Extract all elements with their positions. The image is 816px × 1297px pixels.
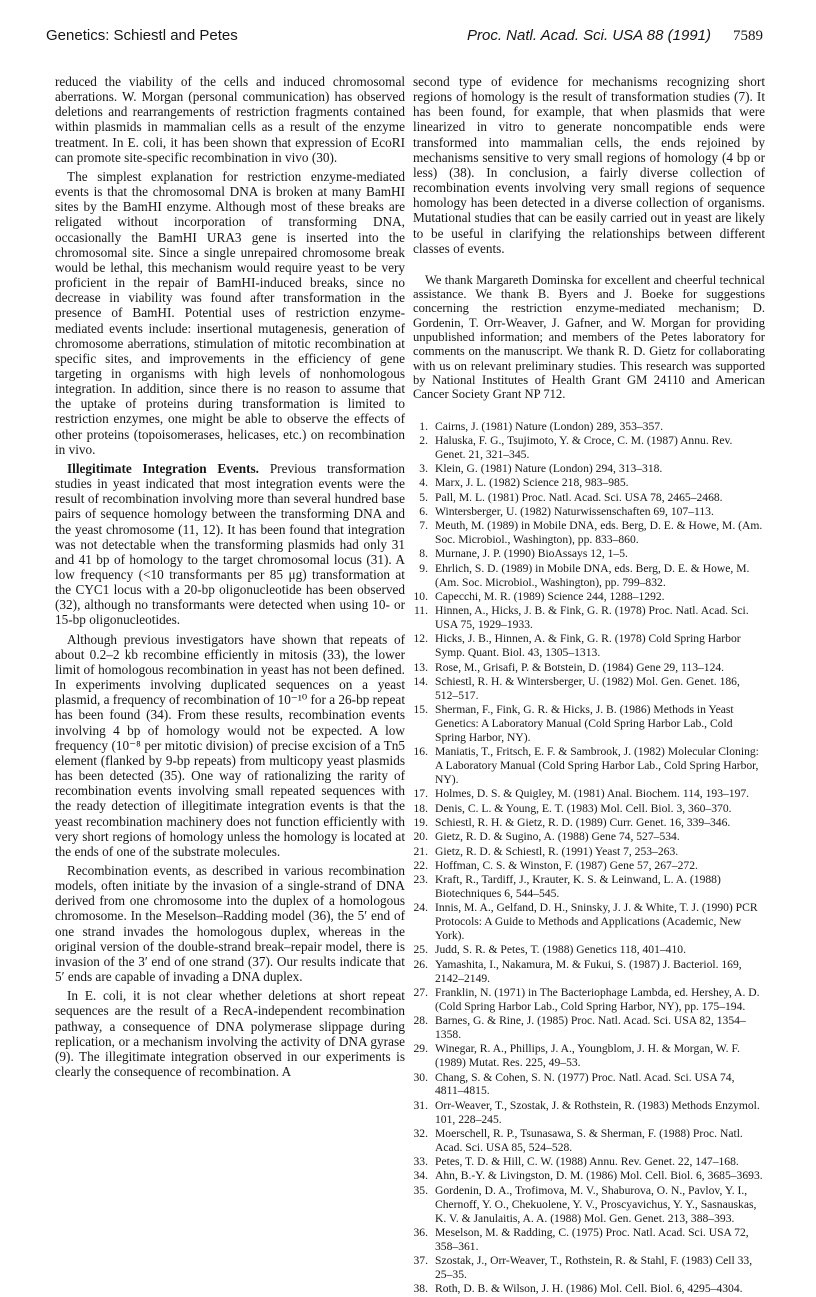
reference-item — [413, 675, 765, 703]
reference-text: Haluska, F. G., Tsujimoto, Y. & Croce, C. M. (1987) Annu. Rev. Genet. 21, 321–345. — [435, 433, 733, 461]
reference-text: Winegar, R. A., Phillips, J. A., Youngblom, J. H. & Morgan, W. F. (1989) Mutat. Res. 225, 49–53. — [435, 1042, 740, 1070]
reference-text: Meselson, M. & Radding, C. (1975) Proc. Natl. Acad. Sci. USA 72, 358–361. — [435, 1225, 749, 1253]
reference-number: 20. — [413, 830, 428, 844]
reference-text: Maniatis, T., Fritsch, E. F. & Sambrook, J. (1982) Molecular Cloning: A Laboratory Manual (Cold Spring Harbor Lab., Cold Spring Harbor, NY). — [435, 745, 759, 787]
reference-item — [413, 491, 765, 505]
reference-item — [413, 1169, 765, 1183]
reference-item — [413, 1254, 765, 1282]
reference-item — [413, 1071, 765, 1099]
reference-number: 9. — [419, 561, 428, 575]
reference-number: 16. — [413, 745, 428, 759]
acknowledgments: We thank Margareth Dominska for excellent and cheerful technical assistance. We thank B. Byers and J. Boeke for suggestions concerning the restriction enzyme-mediated mechanism; D. Gordenin, T. Orr-Weaver, J. Gafner, and W. Morgan for providing unpublished information; and members of the Petes laboratory for comments on the manuscript. We thank R. D. Gietz for collaborating with us on relevant preliminary studies. This research was supported by National Institutes of Health Grant GM 24110 and American Cancer Society Grant NP 712. — [413, 272, 765, 402]
reference-item — [413, 859, 765, 873]
reference-item — [413, 1226, 765, 1254]
reference-text: Denis, C. L. & Young, E. T. (1983) Mol. Cell. Biol. 3, 360–370. — [435, 801, 732, 815]
page-header — [46, 27, 763, 47]
paragraph: The simplest explanation for restriction enzyme-mediated events is that the chromosomal DNA is broken at many BamHI sites by the BamHI enzyme. Although most of these breaks are religated without incorporation of transforming DNA, occasionally the BamHI URA3 gene is inserted into the chromosomal site. Since a single unrepaired chromosome break would be lethal, this mechanism would require yeast to be very proficient in the repair of BamHI-induced breaks, since no decrease in viability was found after transformation in the presence of BamHI. Potential uses of restriction enzyme-mediated events include: insertional mutagenesis, generation of chromosome aberrations, stimulation of mitotic recombination at specific sites, and improvements in the efficiency of gene targeting in organisms with high levels of nonhomologous integration. In addition, since there is no reason to assume that the uptake of proteins during transformation is limited to restriction enzymes, one might be able to observe the effects of other proteins (topoisomerases, helicases, etc.) on recombination in vivo. — [55, 168, 405, 457]
reference-item — [413, 703, 765, 745]
reference-item — [413, 1184, 765, 1226]
reference-number: 31. — [413, 1098, 428, 1112]
reference-list — [413, 420, 765, 1297]
reference-text: Hoffman, C. S. & Winston, F. (1987) Gene 57, 267–272. — [435, 858, 698, 872]
reference-item — [413, 462, 765, 476]
running-head-authors: Genetics: Schiestl and Petes — [46, 27, 238, 44]
reference-number: 26. — [413, 957, 428, 971]
paragraph: Recombination events, as described in various recombination models, often initiate by the invasion of a single-strand of DNA derived from one chromosome into the duplex of a homologous chromosome. In the Meselson–Radding model (36), the 5′ end of one strand invades the homologous duplex, whereas in the original version of the double-strand break–repair model, there is invasion of the 3′ end of one strand (37). Our results indicate that 5′ ends are capable of invading a DNA duplex. — [55, 862, 405, 985]
reference-item — [413, 604, 765, 632]
reference-item — [413, 873, 765, 901]
reference-text: Schiestl, R. H. & Gietz, R. D. (1989) Curr. Genet. 16, 339–346. — [435, 815, 731, 829]
reference-text: Innis, M. A., Gelfand, D. H., Sninsky, J. J. & White, T. J. (1990) PCR Protocols: A Guide to Methods and Applications (Academic, New York). — [435, 901, 758, 943]
reference-item — [413, 1282, 765, 1296]
reference-text: Gietz, R. D. & Schiestl, R. (1991) Yeast 7, 253–263. — [435, 844, 679, 858]
paragraph: reduced the viability of the cells and induced chromosomal aberrations. W. Morgan (personal communication) has observed deletions and rearrangements of restriction fragments contained within plasmids in mammalian cells as a result of the enzyme treatment. In E. coli, it has been shown that expression of EcoRI can promote site-specific recombination in vivo (30). — [55, 74, 405, 165]
reference-item — [413, 476, 765, 490]
reference-text: Barnes, G. & Rine, J. (1985) Proc. Natl. Acad. Sci. USA 82, 1354–1358. — [435, 1014, 746, 1042]
reference-text: Yamashita, I., Nakamura, M. & Fukui, S. (1987) J. Bacteriol. 169, 2142–2149. — [435, 957, 742, 985]
reference-text: Petes, T. D. & Hill, C. W. (1988) Annu. Rev. Genet. 22, 147–168. — [435, 1155, 739, 1169]
reference-number: 32. — [413, 1126, 428, 1140]
reference-text: Franklin, N. (1971) in The Bacteriophage Lambda, ed. Hershey, A. D. (Cold Spring Harbor Lab., Cold Spring Harbor, NY), pp. 175–194. — [435, 985, 760, 1013]
reference-text: Rose, M., Grisafi, P. & Botstein, D. (1984) Gene 29, 113–124. — [435, 660, 725, 674]
reference-number: 4. — [419, 476, 428, 490]
reference-text: Hinnen, A., Hicks, J. B. & Fink, G. R. (1978) Proc. Natl. Acad. Sci. USA 75, 1929–1933. — [435, 604, 749, 632]
reference-item — [413, 830, 765, 844]
reference-number: 23. — [413, 873, 428, 887]
reference-text: Marx, J. L. (1982) Science 218, 983–985. — [435, 476, 629, 490]
reference-number: 1. — [419, 419, 428, 433]
reference-item — [413, 901, 765, 943]
paragraph-illegitimate-integration — [55, 461, 405, 628]
reference-text: Szostak, J., Orr-Weaver, T., Rothstein, R. & Stahl, F. (1983) Cell 33, 25–35. — [435, 1254, 753, 1281]
running-head-journal — [467, 27, 763, 45]
reference-number: 19. — [413, 815, 428, 829]
reference-item — [413, 505, 765, 519]
paragraph: second type of evidence for mechanisms recognizing short regions of homology is the result of transformation studies (7). It has been found, for example, that when plasmids that were linearized in vitro to generate noncompatible ends were transformed into mammalian cells, the ends rejoined by mechanisms sensitive to very small regions of homology (4 bp or less) (38). In conclusion, a fairly diverse collection of recombination events involving very small regions of sequence homology has been detected in a diverse collection of organisms. Mutational studies that can be easily carried out in yeast are likely to be useful in clarifying the relationships between different classes of events. — [413, 74, 765, 256]
reference-item — [413, 420, 765, 434]
reference-text: Schiestl, R. H. & Wintersberger, U. (1982) Mol. Gen. Genet. 186, 512–517. — [435, 674, 740, 702]
reference-item — [413, 661, 765, 675]
reference-number: 34. — [413, 1169, 428, 1183]
reference-text: Ahn, B.-Y. & Livingston, D. M. (1986) Mol. Cell. Biol. 6, 3685–3693. — [435, 1169, 763, 1183]
reference-number: 22. — [413, 858, 428, 872]
reference-text: Klein, G. (1981) Nature (London) 294, 313–318. — [435, 462, 663, 476]
reference-number: 13. — [413, 660, 428, 674]
left-column — [55, 74, 405, 1079]
reference-number: 18. — [413, 801, 428, 815]
reference-number: 15. — [413, 703, 428, 717]
reference-text: Chang, S. & Cohen, S. N. (1977) Proc. Natl. Acad. Sci. USA 74, 4811–4815. — [435, 1070, 735, 1098]
reference-item — [413, 943, 765, 957]
reference-item — [413, 845, 765, 859]
reference-item — [413, 802, 765, 816]
reference-number: 25. — [413, 943, 428, 957]
reference-number: 24. — [413, 901, 428, 915]
reference-number: 11. — [413, 604, 428, 618]
paragraph: Although previous investigators have shown that repeats of about 0.2–2 kb recombine efficiently in mitosis (33), the lower limit of homologous recombination in yeast has not been defined. In experiments involving duplicated sequences on a yeast plasmid, a frequency of recombination of 10⁻¹⁰ for a 26-bp repeat has been found (34). From these results, recombination events involving 4 bp of homology would not be expected. A low frequency (10⁻⁸ per mitotic division) of precise excision of a Tn5 element (flanked by 9-bp repeats) from multicopy yeast plasmids has been detected (35). One way of rationalizing the rarity of recombination events involving small repeated sequences with the ready detection of illegitimate integration events is that the yeast recombination machinery does not function efficiently with very short regions of homology unless the homology is located at the ends of one of the substrate molecules. — [55, 631, 405, 859]
reference-text: Murnane, J. P. (1990) BioAssays 12, 1–5. — [435, 547, 628, 561]
reference-number: 30. — [413, 1070, 428, 1084]
reference-number: 28. — [413, 1014, 428, 1028]
reference-item — [413, 1127, 765, 1155]
reference-text: Pall, M. L. (1981) Proc. Natl. Acad. Sci. USA 78, 2465–2468. — [435, 490, 723, 504]
reference-item — [413, 1042, 765, 1070]
reference-text: Wintersberger, U. (1982) Naturwissenschaften 69, 107–113. — [435, 504, 714, 518]
reference-item — [413, 519, 765, 547]
journal-citation: Proc. Natl. Acad. Sci. USA 88 (1991) — [467, 27, 711, 44]
reference-number: 36. — [413, 1225, 428, 1239]
reference-text: Moerschell, R. P., Tsunasawa, S. & Sherman, F. (1988) Proc. Natl. Acad. Sci. USA 85, 524–528. — [435, 1126, 743, 1154]
reference-item — [413, 1099, 765, 1127]
reference-number: 38. — [413, 1282, 428, 1296]
reference-number: 5. — [419, 490, 428, 504]
reference-number: 2. — [419, 433, 428, 447]
reference-text: Sherman, F., Fink, G. R. & Hicks, J. B. (1986) Methods in Yeast Genetics: A Laboratory Manual (Cold Spring Harbor Lab., Cold Spring Harbor, NY). — [435, 703, 734, 744]
reference-item — [413, 816, 765, 830]
reference-number: 3. — [419, 462, 428, 476]
reference-item — [413, 632, 765, 660]
reference-text: Hicks, J. B., Hinnen, A. & Fink, G. R. (1978) Cold Spring Harbor Symp. Quant. Biol. 43, 1305–1313. — [435, 632, 741, 660]
reference-item — [413, 562, 765, 590]
reference-text: Kraft, R., Tardiff, J., Krauter, K. S. & Leinwand, L. A. (1988) Biotechniques 6, 544–545. — [435, 873, 721, 901]
reference-number: 10. — [413, 589, 428, 603]
reference-item — [413, 1014, 765, 1042]
right-column — [413, 74, 765, 1297]
reference-text: Meuth, M. (1989) in Mobile DNA, eds. Berg, D. E. & Howe, M. (Am. Soc. Microbiol., Washington), pp. 833–860. — [435, 519, 763, 547]
paragraph-text: Previous transformation studies in yeast indicated that most integration events were the result of recombination involving more than several hundred base pairs of sequence homology between the transforming DNA and the yeast chromosome (11, 12). It has been found that integration was not detectable when the transforming plasmids had only 31 and 41 bp of homology to the target chromosomal locus (31). A low frequency (<10 transformants per 85 μg) transformation at the CYC1 locus with a 20-bp oligonucleotide has been observed (32), although no transformants were detected when using 10- or 15-bp oligonucleotides. — [55, 460, 405, 628]
reference-item — [413, 986, 765, 1014]
reference-text: Capecchi, M. R. (1989) Science 244, 1288–1292. — [435, 589, 665, 603]
reference-item — [413, 958, 765, 986]
reference-number: 35. — [413, 1183, 428, 1197]
reference-number: 6. — [419, 504, 428, 518]
reference-text: Ehrlich, S. D. (1989) in Mobile DNA, eds. Berg, D. E. & Howe, M. (Am. Soc. Microbiol., Washington), pp. 799–832. — [435, 561, 750, 589]
reference-number: 12. — [413, 632, 428, 646]
reference-number: 14. — [413, 674, 428, 688]
reference-text: Orr-Weaver, T., Szostak, J. & Rothstein, R. (1983) Methods Enzymol. 101, 228–245. — [435, 1098, 760, 1126]
reference-text: Holmes, D. S. & Quigley, M. (1981) Anal. Biochem. 114, 193–197. — [435, 787, 750, 801]
reference-text: Gordenin, D. A., Trofimova, M. V., Shaburova, O. N., Pavlov, Y. I., Chernoff, Y. O., Chekuolene, Y. V., Proscyavichus, Y. Y., Sasnauskas, K. V. & Janulaitis, A. A. (1988) Mol. Gen. Genet. 213, 388–393. — [435, 1183, 757, 1225]
page-number: 7589 — [733, 28, 763, 44]
reference-item — [413, 547, 765, 561]
reference-text: Judd, S. R. & Petes, T. (1988) Genetics 118, 401–410. — [435, 943, 686, 957]
reference-number: 8. — [419, 547, 428, 561]
reference-text: Cairns, J. (1981) Nature (London) 289, 353–357. — [435, 419, 663, 433]
reference-item — [413, 434, 765, 462]
reference-item — [413, 745, 765, 787]
section-heading: Illegitimate Integration Events. — [67, 460, 259, 476]
reference-number: 33. — [413, 1155, 428, 1169]
reference-item — [413, 590, 765, 604]
reference-item — [413, 787, 765, 801]
reference-number: 37. — [413, 1254, 428, 1268]
reference-text: Gietz, R. D. & Sugino, A. (1988) Gene 74, 527–534. — [435, 830, 680, 844]
reference-item — [413, 1155, 765, 1169]
reference-number: 17. — [413, 787, 428, 801]
reference-text: Roth, D. B. & Wilson, J. H. (1986) Mol. Cell. Biol. 6, 4295–4304. — [435, 1282, 743, 1296]
reference-number: 7. — [419, 519, 428, 533]
reference-number: 29. — [413, 1042, 428, 1056]
reference-number: 21. — [413, 844, 428, 858]
reference-number: 27. — [413, 985, 428, 999]
paragraph: In E. coli, it is not clear whether deletions at short repeat sequences are the result of a RecA-independent recombination pathway, a consequence of DNA polymerase slippage during replication, or a mechanism involving the activity of DNA gyrase (9). The illegitimate integration observed in our experiments is clearly the consequence of recombination. A — [55, 988, 405, 1079]
